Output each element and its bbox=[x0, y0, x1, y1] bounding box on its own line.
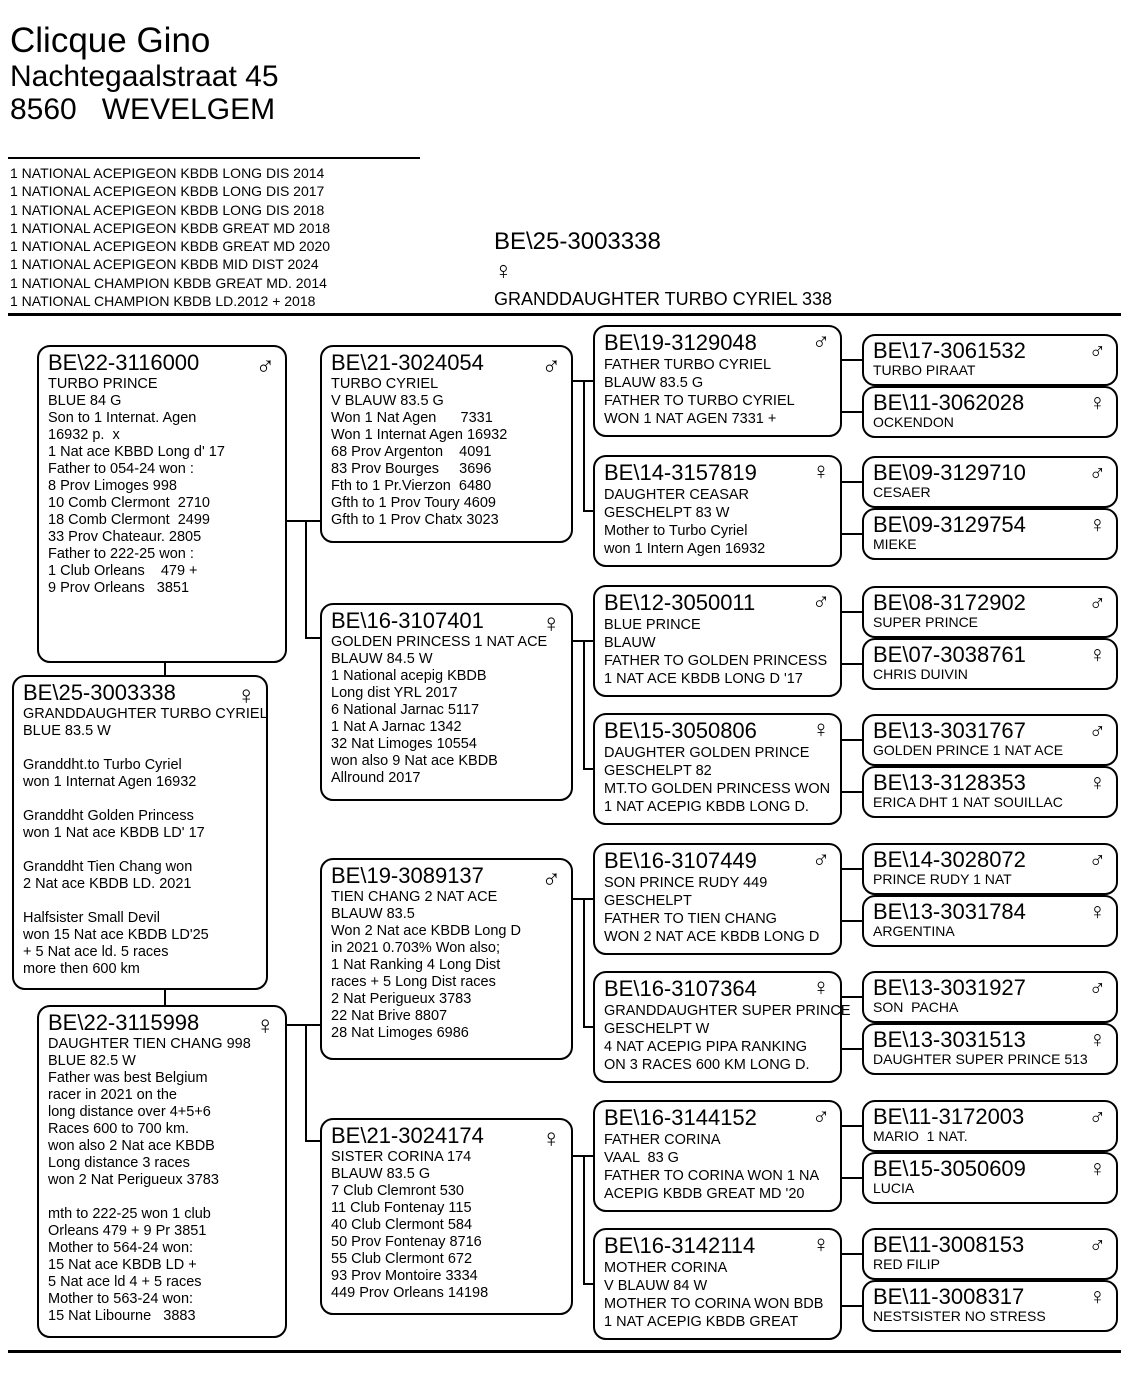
pedigree-line: MOTHER CORINA bbox=[604, 1260, 728, 1276]
male-icon: ♂ bbox=[541, 863, 561, 893]
pedigree-line: PRINCE RUDY 1 NAT bbox=[873, 871, 1012, 887]
pedigree-box-gg4 bbox=[862, 508, 1118, 560]
female-icon: ♀ bbox=[1088, 389, 1106, 415]
ring-number: BE\15-3050609 bbox=[873, 1156, 1026, 1181]
female-icon: ♀ bbox=[236, 680, 256, 710]
pedigree-line: Mother to 564-24 won: bbox=[48, 1240, 194, 1256]
pedigree-box-gg7 bbox=[862, 714, 1118, 766]
owner-name: Clicque Gino bbox=[10, 21, 211, 60]
pedigree-line: racer in 2021 on the bbox=[48, 1087, 177, 1103]
pedigree-line: GRANDDAUGHTER TURBO CYRIEL bbox=[23, 706, 268, 722]
pedigree-line: CHRIS DUIVIN bbox=[873, 666, 968, 682]
ring-number: BE\15-3050806 bbox=[604, 718, 757, 743]
pedigree-box-gg6 bbox=[862, 638, 1118, 690]
pedigree-line: V BLAUW 84 W bbox=[604, 1278, 708, 1294]
connector-line bbox=[842, 1253, 862, 1255]
pedigree-line: TIEN CHANG 2 NAT ACE bbox=[331, 889, 498, 905]
pedigree-line: MT.TO GOLDEN PRINCESS WON bbox=[604, 781, 831, 797]
ring-number: BE\13-3031927 bbox=[873, 975, 1026, 1000]
pedigree-line: BLAUW 84.5 W bbox=[331, 651, 433, 667]
pedigree-line: 10 Comb Clermont 2710 bbox=[48, 495, 210, 511]
pedigree-line: Father to 054-24 won : bbox=[48, 461, 194, 477]
pedigree-line: 15 Nat Libourne 3883 bbox=[48, 1308, 196, 1324]
connector-line bbox=[842, 739, 862, 741]
achievement-line: 1 NATIONAL ACEPIGEON KBDB GREAT MD 2018 bbox=[10, 219, 331, 236]
pedigree-box-gg8 bbox=[862, 766, 1118, 818]
pedigree-line: won 15 Nat ace KBDB LD'25 bbox=[23, 927, 209, 943]
pedigree-line: Granddht Golden Princess bbox=[23, 808, 194, 824]
owner-block bbox=[10, 22, 279, 126]
pedigree-box-pgf bbox=[320, 345, 573, 543]
pedigree-line: 40 Club Clermont 584 bbox=[331, 1217, 473, 1233]
connector-line bbox=[287, 1024, 320, 1026]
pedigree-line: 11 Club Fontenay 115 bbox=[331, 1200, 472, 1216]
pedigree-box-father bbox=[37, 345, 287, 663]
pedigree-line: 18 Comb Clermont 2499 bbox=[48, 512, 210, 528]
pedigree-line: V BLAUW 83.5 G bbox=[331, 393, 444, 409]
pedigree-line: BLAUW 83.5 G bbox=[604, 375, 704, 391]
pedigree-line: 1 Nat ace KBBD Long d' 17 bbox=[48, 444, 225, 460]
female-icon: ♀ bbox=[1088, 1155, 1106, 1181]
achievement-line: 1 NATIONAL ACEPIGEON KBDB LONG DIS 2017 bbox=[10, 183, 325, 200]
pedigree-line: Mother to Turbo Cyriel bbox=[604, 523, 748, 539]
ring-number: BE\22-3116000 bbox=[48, 350, 200, 375]
pedigree-box-g6 bbox=[593, 971, 851, 1083]
pedigree-line: MIEKE bbox=[873, 536, 917, 552]
pedigree-box-g4 bbox=[593, 713, 842, 825]
achievement-line: 1 NATIONAL ACEPIGEON KBDB LONG DIS 2014 bbox=[10, 165, 325, 181]
pedigree-line: WON 2 NAT ACE KBDB LONG D bbox=[604, 929, 820, 945]
connector-line bbox=[305, 637, 320, 639]
female-icon: ♀ bbox=[1088, 898, 1106, 924]
pedigree-line: SUPER PRINCE bbox=[873, 614, 979, 630]
female-icon: ♀ bbox=[1088, 511, 1106, 537]
pedigree-box-gg14 bbox=[862, 1152, 1118, 1204]
connector-line bbox=[287, 520, 320, 522]
pedigree-box-g8 bbox=[593, 1228, 842, 1340]
pedigree-line bbox=[23, 791, 266, 808]
ring-number: BE\11-3062028 bbox=[873, 390, 1025, 415]
pedigree-line: BLUE 83.5 W bbox=[23, 723, 111, 739]
pedigree-line: won 1 Internat Agen 16932 bbox=[23, 774, 197, 790]
connector-line bbox=[842, 411, 862, 413]
pedigree-line: + 5 Nat ace ld. 5 races bbox=[23, 944, 169, 960]
pedigree-line: FATHER TO CORINA WON 1 NA bbox=[604, 1168, 820, 1184]
pedigree-box-g2 bbox=[593, 455, 842, 567]
pedigree-line: won 1 Intern Agen 16932 bbox=[604, 541, 766, 557]
ring-number: BE\08-3172902 bbox=[873, 590, 1026, 615]
male-icon: ♂ bbox=[1088, 717, 1106, 743]
ring-number: BE\16-3144152 bbox=[604, 1105, 757, 1130]
male-icon: ♂ bbox=[1088, 459, 1106, 485]
pedigree-line: Won 2 Nat ace KBDB Long D bbox=[331, 923, 521, 939]
connector-line bbox=[842, 1125, 862, 1127]
female-icon: ♀ bbox=[812, 716, 830, 743]
pedigree-line: Father to 222-25 won : bbox=[48, 546, 194, 562]
pedigree-line: SON PACHA bbox=[873, 999, 959, 1015]
ring-number: BE\19-3129048 bbox=[604, 330, 757, 355]
pedigree-line: Won 1 Internat Agen 16932 bbox=[331, 427, 508, 443]
male-icon: ♂ bbox=[1088, 589, 1106, 615]
subject-header bbox=[494, 228, 832, 310]
pedigree-line: TURBO PRINCE bbox=[48, 376, 158, 392]
pedigree-line: SON PRINCE RUDY 449 bbox=[604, 875, 768, 891]
pedigree-line: 5 Nat ace ld 4 + 5 races bbox=[48, 1274, 202, 1290]
connector-line bbox=[842, 920, 862, 922]
pedigree-line: long distance over 4+5+6 bbox=[48, 1104, 211, 1120]
pedigree-line: BLAUW bbox=[604, 635, 656, 651]
female-icon: ♀ bbox=[255, 1010, 275, 1040]
pedigree-line: 2 Nat ace KBDB LD. 2021 bbox=[23, 876, 192, 892]
male-icon: ♂ bbox=[812, 846, 830, 873]
pedigree-line: CESAER bbox=[873, 484, 931, 500]
pedigree-line: FATHER TO TURBO CYRIEL bbox=[604, 393, 795, 409]
ring-number: BE\13-3031767 bbox=[873, 718, 1026, 743]
pedigree-line: Halfsister Small Devil bbox=[23, 910, 160, 926]
ring-number: BE\16-3142114 bbox=[604, 1233, 756, 1258]
female-icon: ♀ bbox=[541, 1123, 561, 1153]
pedigree-line: FATHER TURBO CYRIEL bbox=[604, 357, 772, 373]
pedigree-line: 15 Nat ace KBDB LD + bbox=[48, 1257, 197, 1273]
pedigree-line: BLAUW 83.5 bbox=[331, 906, 415, 922]
pedigree-line: Races 600 to 700 km. bbox=[48, 1121, 190, 1137]
pedigree-line: more then 600 km bbox=[23, 961, 140, 977]
pedigree-line: 8 Prov Limoges 998 bbox=[48, 478, 177, 494]
achievement-line: 1 NATIONAL ACEPIGEON KBDB MID DIST 2024 bbox=[10, 256, 319, 273]
pedigree-line: Father was best Belgium bbox=[48, 1070, 208, 1086]
male-icon: ♂ bbox=[812, 588, 830, 615]
pedigree-line: ARGENTINA bbox=[873, 923, 955, 939]
achievement-line: 1 NATIONAL CHAMPION KBDB GREAT MD. 2014 bbox=[10, 274, 327, 291]
pedigree-line: BLUE 82.5 W bbox=[48, 1053, 136, 1069]
pedigree-line: 93 Prov Montoire 3334 bbox=[331, 1268, 478, 1284]
pedigree-line: ACEPIG KBDB GREAT MD '20 bbox=[604, 1186, 805, 1202]
subject-name: GRANDDAUGHTER TURBO CYRIEL 338 bbox=[494, 289, 833, 309]
pedigree-line: 50 Prov Fontenay 8716 bbox=[331, 1234, 482, 1250]
pedigree-box-gg11 bbox=[862, 971, 1118, 1023]
owner-city: 8560 WEVELGEM bbox=[10, 93, 276, 126]
pedigree-line: 22 Nat Brive 8807 bbox=[331, 1008, 448, 1024]
ring-number: BE\14-3028072 bbox=[873, 847, 1026, 872]
connector-line bbox=[842, 533, 862, 535]
connector-line bbox=[305, 1024, 307, 1142]
male-icon: ♂ bbox=[812, 328, 830, 355]
ring-number: BE\11-3008317 bbox=[873, 1284, 1025, 1309]
connector-line bbox=[842, 791, 862, 793]
pedigree-line: Granddht Tien Chang won bbox=[23, 859, 193, 875]
pedigree-box-gg10 bbox=[862, 895, 1118, 947]
ring-number: BE\07-3038761 bbox=[873, 642, 1026, 667]
pedigree-line: 83 Prov Bourges 3696 bbox=[331, 461, 492, 477]
achievements-divider bbox=[8, 157, 420, 159]
ring-number: BE\12-3050011 bbox=[604, 590, 756, 615]
bottom-divider bbox=[8, 1350, 1121, 1353]
male-icon: ♂ bbox=[1088, 846, 1106, 872]
connector-line bbox=[842, 359, 862, 361]
pedigree-box-mother bbox=[37, 1005, 287, 1338]
pedigree-line: 7 Club Clemront 530 bbox=[331, 1183, 464, 1199]
male-icon: ♂ bbox=[812, 1103, 830, 1130]
pedigree-line: Allround 2017 bbox=[331, 770, 421, 786]
female-icon: ♀ bbox=[1088, 1283, 1106, 1309]
pedigree-line: won also 9 Nat ace KBDB bbox=[331, 753, 498, 769]
pedigree-box-g7 bbox=[593, 1100, 842, 1212]
achievements-list bbox=[10, 164, 330, 310]
pedigree-line: won 1 Nat ace KBDB LD' 17 bbox=[23, 825, 205, 841]
connector-line bbox=[842, 868, 862, 870]
pedigree-line: SISTER CORINA 174 bbox=[331, 1149, 472, 1165]
pedigree-line: won also 2 Nat ace KBDB bbox=[48, 1138, 215, 1154]
connector-line bbox=[842, 996, 862, 998]
connector-line bbox=[583, 768, 593, 770]
pedigree-box-mgm bbox=[320, 1118, 573, 1315]
pedigree-line: NESTSISTER NO STRESS bbox=[873, 1308, 1046, 1324]
connector-line bbox=[583, 510, 593, 512]
pedigree-line: DAUGHTER GOLDEN PRINCE bbox=[604, 745, 810, 761]
achievement-line: 1 NATIONAL CHAMPION KBDB LD.2012 + 2018 bbox=[10, 293, 316, 310]
pedigree-line: GESCHELPT W bbox=[604, 1021, 710, 1037]
connector-line bbox=[583, 1026, 593, 1028]
pedigree-line: Orleans 479 + 9 Pr 3851 bbox=[48, 1223, 207, 1239]
pedigree-line: MOTHER TO CORINA WON BDB bbox=[604, 1296, 824, 1312]
pedigree-line bbox=[23, 740, 266, 757]
pedigree-line: 33 Prov Chateaur. 2805 bbox=[48, 529, 202, 545]
pedigree-line: GRANDDAUGHTER SUPER PRINCE bbox=[604, 1003, 851, 1019]
pedigree-line: GESCHELPT 82 bbox=[604, 763, 712, 779]
pedigree-line: 9 Prov Orleans 3851 bbox=[48, 580, 190, 596]
pedigree-line: 449 Prov Orleans 14198 bbox=[331, 1285, 489, 1301]
pedigree-line: FATHER TO GOLDEN PRINCESS bbox=[604, 653, 828, 669]
connector-line bbox=[842, 611, 862, 613]
pedigree-line: GOLDEN PRINCE 1 NAT ACE bbox=[873, 742, 1064, 758]
pedigree-box-gg5 bbox=[862, 586, 1118, 638]
pedigree-line: in 2021 0.703% Won also; bbox=[331, 940, 501, 956]
pedigree-line: Son to 1 Internat. Agen bbox=[48, 410, 197, 426]
male-icon: ♂ bbox=[541, 350, 561, 380]
pedigree-line: Gfth to 1 Prov Toury 4609 bbox=[331, 495, 496, 511]
pedigree-box-gg13 bbox=[862, 1100, 1118, 1152]
pedigree-line bbox=[23, 842, 266, 859]
pedigree-line: FATHER CORINA bbox=[604, 1132, 721, 1148]
pedigree-line bbox=[23, 893, 266, 910]
ring-number: BE\11-3008153 bbox=[873, 1232, 1025, 1257]
ring-number: BE\16-3107449 bbox=[604, 848, 757, 873]
female-icon: ♀ bbox=[494, 257, 513, 285]
female-icon: ♀ bbox=[1088, 1026, 1106, 1052]
connector-line bbox=[583, 898, 585, 1028]
ring-number: BE\21-3024054 bbox=[331, 350, 484, 375]
connector-line bbox=[583, 640, 585, 770]
pedigree-line: 32 Nat Limoges 10554 bbox=[331, 736, 477, 752]
achievement-line: 1 NATIONAL ACEPIGEON KBDB LONG DIS 2018 bbox=[10, 201, 325, 218]
pedigree-line: Granddht.to Turbo Cyriel bbox=[23, 757, 182, 773]
owner-address: Nachtegaalstraat 45 bbox=[10, 60, 279, 93]
achievement-line: 1 NATIONAL ACEPIGEON KBDB GREAT MD 2020 bbox=[10, 238, 331, 255]
pedigree-box-mgf bbox=[320, 858, 573, 1060]
ring-number: BE\16-3107364 bbox=[604, 976, 757, 1001]
pedigree-line bbox=[48, 1189, 285, 1206]
pedigree-line: TURBO CYRIEL bbox=[331, 376, 439, 392]
pedigree-line: ERICA DHT 1 NAT SOUILLAC bbox=[873, 794, 1063, 810]
pedigree-box-g3 bbox=[593, 585, 842, 697]
pedigree-line: 6 National Jarnac 5117 bbox=[331, 702, 480, 718]
pedigree-line: BLUE 84 G bbox=[48, 393, 122, 409]
ring-number: BE\09-3129710 bbox=[873, 460, 1026, 485]
pedigree-line: Mother to 563-24 won: bbox=[48, 1291, 194, 1307]
ring-number: BE\25-3003338 bbox=[23, 680, 176, 705]
pedigree-line: 16932 p. x bbox=[48, 427, 120, 443]
pedigree-line: GESCHELPT 83 W bbox=[604, 505, 730, 521]
pedigree-line: 1 Club Orleans 479 + bbox=[48, 563, 198, 579]
pedigree-line: mth to 222-25 won 1 club bbox=[48, 1206, 211, 1222]
female-icon: ♀ bbox=[812, 458, 830, 485]
pedigree-line: 1 NAT ACE KBDB LONG D '17 bbox=[604, 671, 803, 687]
pedigree-line: 55 Club Clermont 672 bbox=[331, 1251, 473, 1267]
pedigree-box-gg1 bbox=[862, 334, 1118, 386]
pedigree-box-g1 bbox=[593, 325, 842, 437]
pedigree-box-subject bbox=[12, 675, 268, 990]
pedigree-line: FATHER TO TIEN CHANG bbox=[604, 911, 777, 927]
male-icon: ♂ bbox=[1088, 337, 1106, 363]
ring-number: BE\13-3031513 bbox=[873, 1027, 1026, 1052]
pedigree-line: Fth to 1 Pr.Vierzon 6480 bbox=[331, 478, 492, 494]
ring-number: BE\19-3089137 bbox=[331, 863, 484, 888]
female-icon: ♀ bbox=[812, 1231, 830, 1258]
ring-number: BE\16-3107401 bbox=[331, 608, 484, 633]
pedigree-line: 2 Nat Perigueux 3783 bbox=[331, 991, 472, 1007]
pedigree-line: DAUGHTER TIEN CHANG 998 bbox=[48, 1036, 251, 1052]
pedigree-line: Long dist YRL 2017 bbox=[331, 685, 458, 701]
pedigree-line: 1 Nat Ranking 4 Long Dist bbox=[331, 957, 501, 973]
male-icon: ♂ bbox=[1088, 1103, 1106, 1129]
pedigree-box-pgm bbox=[320, 603, 573, 801]
connector-line bbox=[164, 990, 166, 1005]
pedigree-line: Gfth to 1 Prov Chatx 3023 bbox=[331, 512, 499, 528]
ring-number: BE\17-3061532 bbox=[873, 338, 1026, 363]
female-icon: ♀ bbox=[541, 608, 561, 638]
male-icon: ♂ bbox=[1088, 974, 1106, 1000]
pedigree-line: Long distance 3 races bbox=[48, 1155, 190, 1171]
ring-number: BE\09-3129754 bbox=[873, 512, 1026, 537]
connector-line bbox=[583, 1283, 593, 1285]
pedigree-box-gg16 bbox=[862, 1280, 1118, 1332]
connector-line bbox=[842, 481, 862, 483]
pedigree-line: DAUGHTER CEASAR bbox=[604, 487, 750, 503]
pedigree-line: RED FILIP bbox=[873, 1256, 940, 1272]
male-icon: ♂ bbox=[1088, 1231, 1106, 1257]
pedigree-box-g5 bbox=[593, 843, 842, 955]
pedigree-line: GESCHELPT bbox=[604, 893, 692, 909]
female-icon: ♀ bbox=[1088, 641, 1106, 667]
pedigree-box-gg3 bbox=[862, 456, 1118, 508]
male-icon: ♂ bbox=[255, 350, 275, 380]
pedigree-line: races + 5 Long Dist races bbox=[331, 974, 496, 990]
pedigree-line: Won 1 Nat Agen 7331 bbox=[331, 410, 493, 426]
pedigree-line: 1 National acepig KBDB bbox=[331, 668, 487, 684]
pedigree-line: 4 NAT ACEPIG PIPA RANKING bbox=[604, 1039, 808, 1055]
pedigree-line: 28 Nat Limoges 6986 bbox=[331, 1025, 469, 1041]
connector-line bbox=[842, 1305, 862, 1307]
pedigree-line: VAAL 83 G bbox=[604, 1150, 679, 1166]
female-icon: ♀ bbox=[1088, 769, 1106, 795]
pedigree-line: TURBO PIRAAT bbox=[873, 362, 976, 378]
pedigree-line: WON 1 NAT AGEN 7331 + bbox=[604, 411, 777, 427]
pedigree-line: 1 NAT ACEPIG KBDB LONG D. bbox=[604, 799, 809, 815]
ring-number: BE\11-3172003 bbox=[873, 1104, 1025, 1129]
pedigree-line: ON 3 RACES 600 KM LONG D. bbox=[604, 1057, 810, 1073]
pedigree-line: won 2 Nat Perigueux 3783 bbox=[48, 1172, 219, 1188]
female-icon: ♀ bbox=[812, 974, 830, 1001]
connector-line bbox=[305, 520, 307, 639]
connector-line bbox=[305, 1140, 320, 1142]
connector-line bbox=[583, 380, 585, 512]
subject-ring: BE\25-3003338 bbox=[494, 228, 661, 255]
pedigree-box-gg2 bbox=[862, 386, 1118, 438]
pedigree-box-gg12 bbox=[862, 1023, 1118, 1075]
ring-number: BE\13-3031784 bbox=[873, 899, 1026, 924]
pedigree-line: 1 NAT ACEPIG KBDB GREAT bbox=[604, 1314, 799, 1330]
connector-line bbox=[583, 1155, 585, 1285]
pedigree-line: 1 Nat A Jarnac 1342 bbox=[331, 719, 462, 735]
pedigree-line: 68 Prov Argenton 4091 bbox=[331, 444, 492, 460]
connector-line bbox=[164, 663, 166, 675]
pedigree-box-gg15 bbox=[862, 1228, 1118, 1280]
top-divider bbox=[8, 313, 1121, 316]
pedigree-line: BLAUW 83.5 G bbox=[331, 1166, 431, 1182]
pedigree-line: LUCIA bbox=[873, 1180, 915, 1196]
pedigree-box-gg9 bbox=[862, 843, 1118, 895]
ring-number: BE\22-3115998 bbox=[48, 1010, 200, 1035]
pedigree-line: GOLDEN PRINCESS 1 NAT ACE bbox=[331, 634, 548, 650]
ring-number: BE\21-3024174 bbox=[331, 1123, 484, 1148]
connector-line bbox=[842, 1177, 862, 1179]
ring-number: BE\14-3157819 bbox=[604, 460, 757, 485]
pedigree-line: MARIO 1 NAT. bbox=[873, 1128, 968, 1144]
connector-line bbox=[842, 1048, 862, 1050]
ring-number: BE\13-3128353 bbox=[873, 770, 1026, 795]
pedigree-line: BLUE PRINCE bbox=[604, 617, 701, 633]
pedigree-line: DAUGHTER SUPER PRINCE 513 bbox=[873, 1051, 1088, 1067]
pedigree-line: OCKENDON bbox=[873, 414, 954, 430]
connector-line bbox=[842, 663, 862, 665]
